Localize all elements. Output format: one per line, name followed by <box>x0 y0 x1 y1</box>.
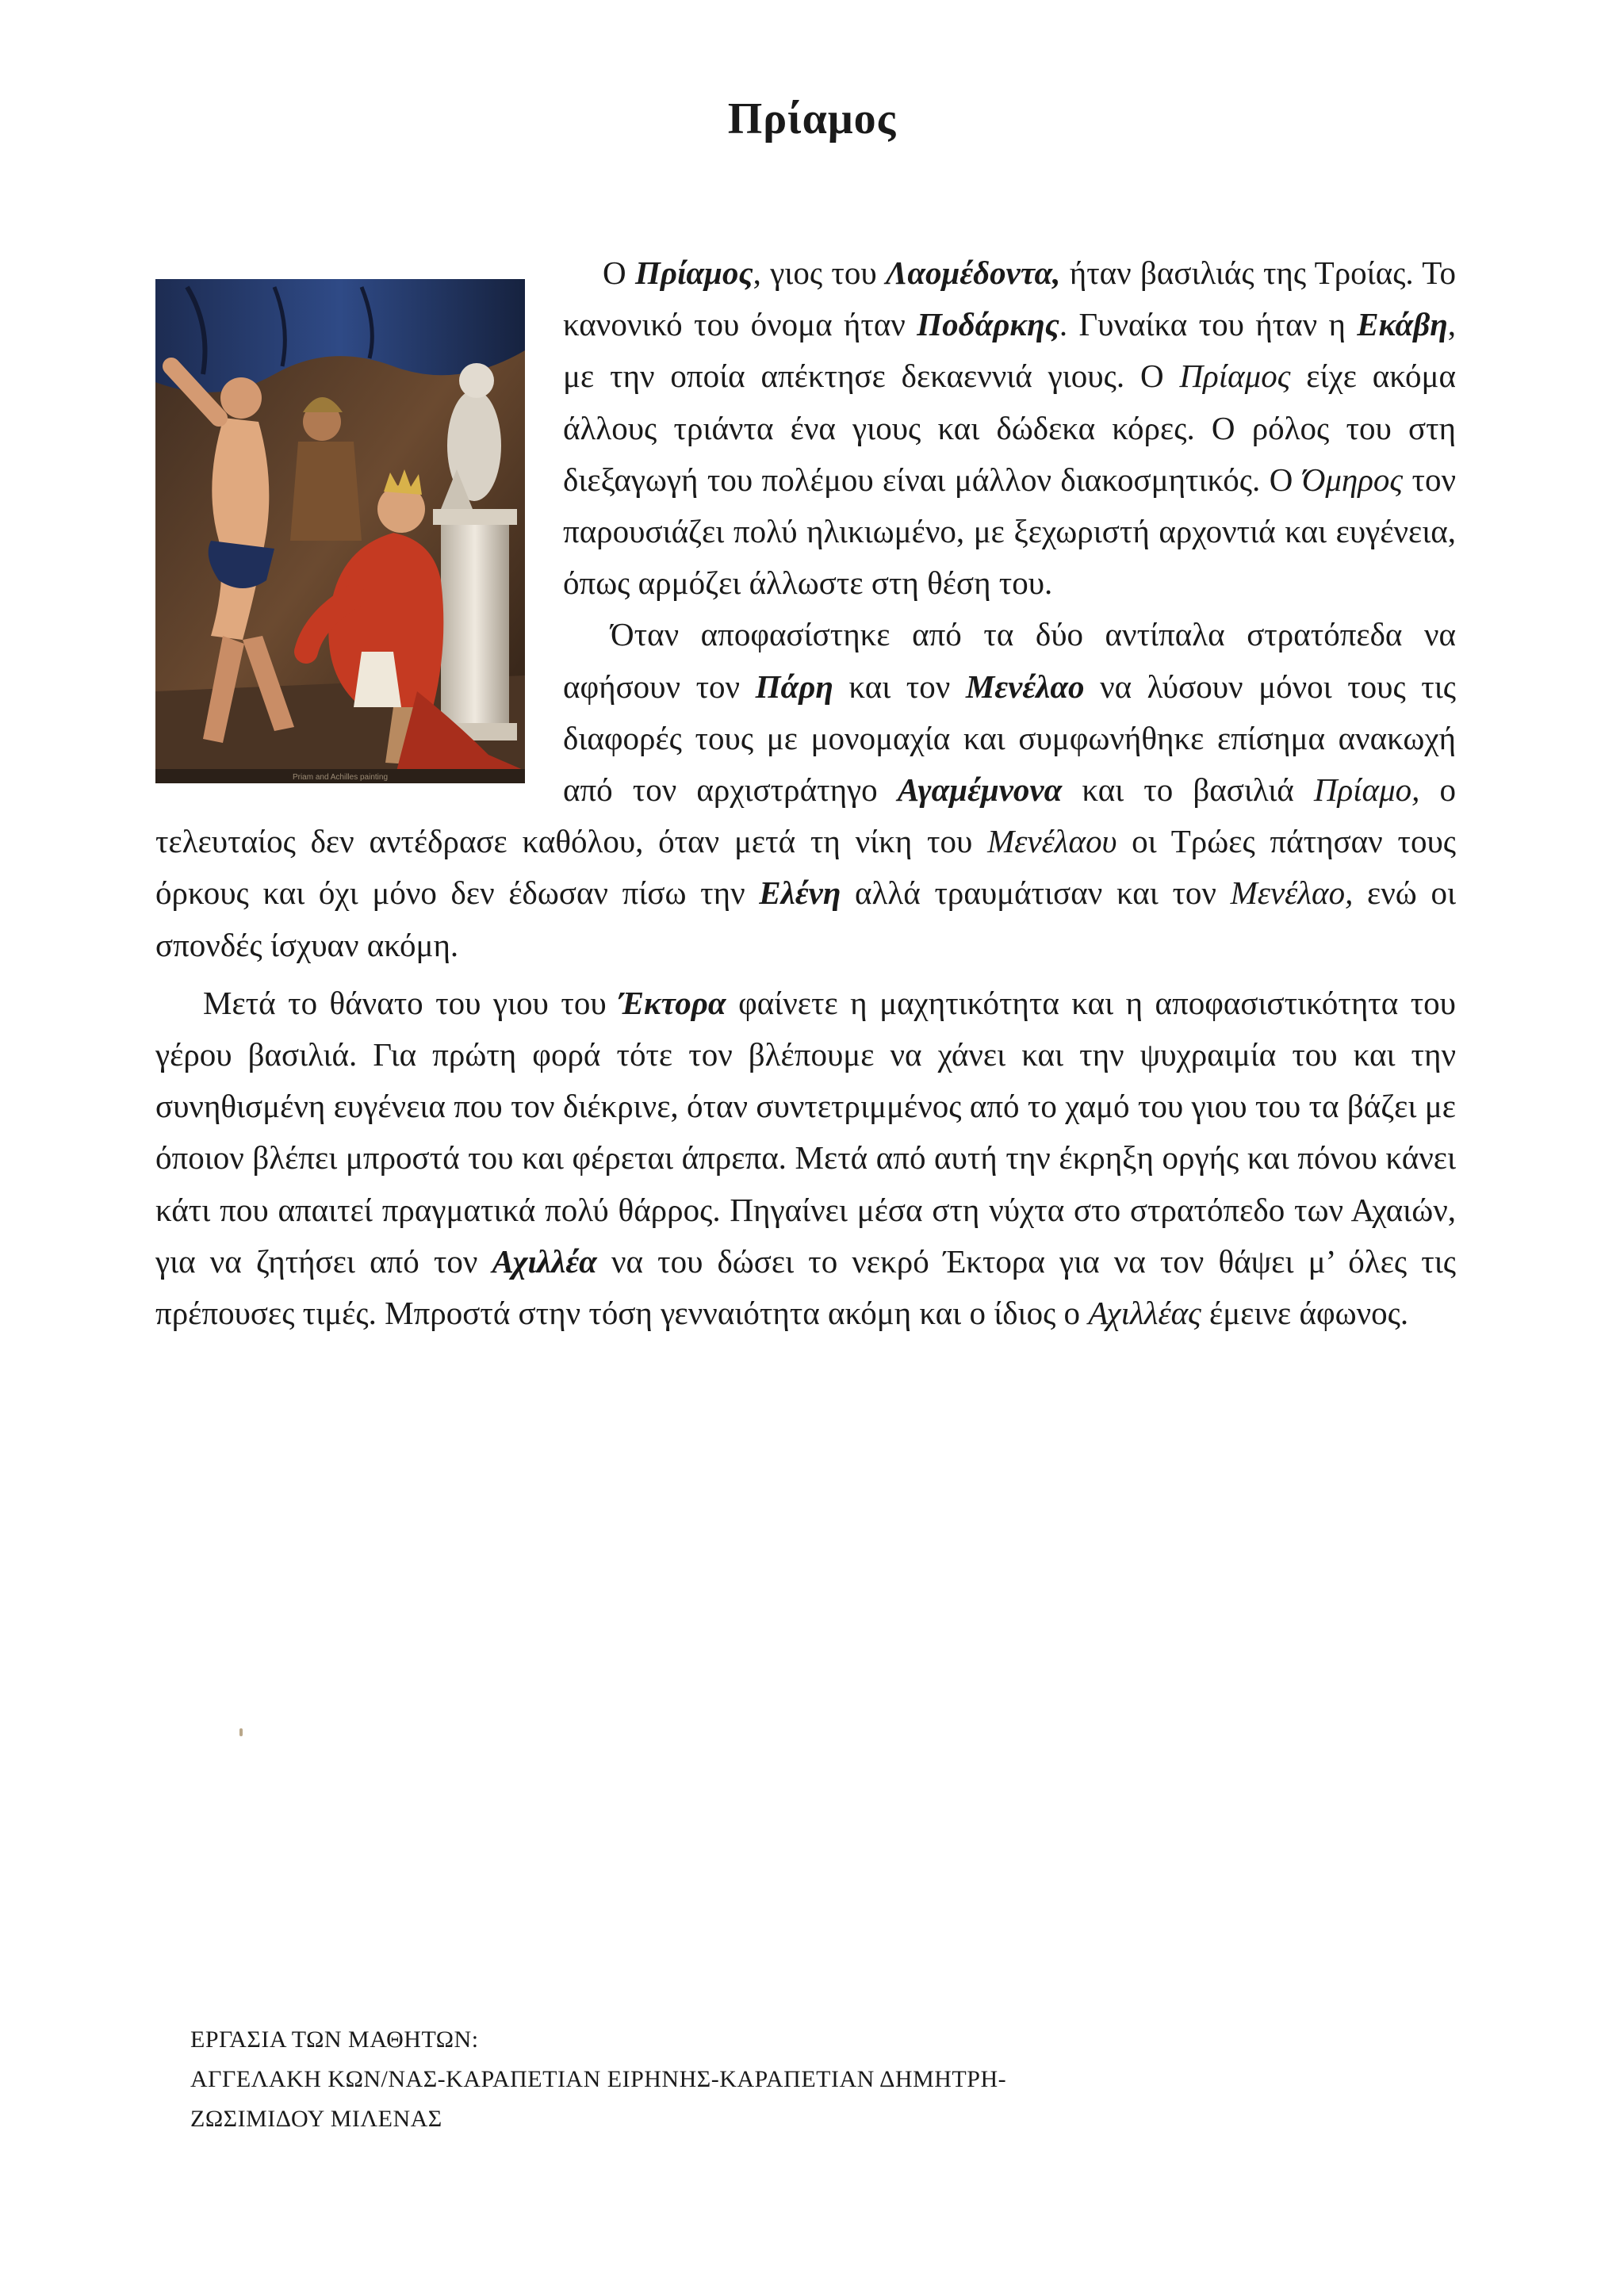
article-body <box>155 247 1456 1339</box>
student-credits <box>190 2020 1006 2139</box>
credits-names-line-2: ΖΩΣΙΜΙΔΟΥ ΜΙΛΕΝΑΣ <box>190 2106 442 2132</box>
credits-names-line-1: ΑΓΓΕΛΑΚΗ ΚΩΝ/ΝΑΣ-ΚΑΡΑΠΕΤΙΑΝ ΕΙΡΗΝΗΣ-ΚΑΡΑΠΕΤΙΑΝ ΔΗΜΗΤΡΗ- <box>190 2066 1007 2092</box>
credits-heading: ΕΡΓΑΣΙΑ ΤΩΝ ΜΑΘΗΤΩΝ: <box>190 2026 479 2053</box>
painting-caption: Priam and Achilles painting <box>292 773 389 782</box>
paragraph-3: Μετά το θάνατο του γιου του Έκτορα φαίνετε η μαχητικότητα και η αποφασιστικότητα του γέρου βασιλιά. Για πρώτη φορά τότε τον βλέπουμε να χάνει και την ψυχραιμία του και την συνηθισμένη ευγένεια που τον διέκρινε, όταν συντετριμμένος από το χαμό του γιου του τα βάζει με όποιον βλέπει μπροστά του και φέρεται άπρεπα. Μετά από αυτή την έκρηξη οργής και πόνου κάνει κάτι που απαιτεί πραγματικά πολύ θάρρος. Πηγαίνει μέσα στη νύχτα στο στρατόπεδο των Αχαιών, για να ζητήσει από τον Αχιλλέα να του δώσει το νεκρό Έκτορα για να τον θάψει μ’ όλες τις πρέπουσες τιμές. Μπροστά στην τόση γενναιότητα ακόμη και ο ίδιος ο Αχιλλέας έμεινε άφωνος. <box>155 984 1456 1332</box>
paragraph-1: Ο Πρίαμος, γιος του Λαομέδοντα, ήταν βασιλιάς της Τροίας. Το κανονικό του όνομα ήταν Ποδάρκης. Γυναίκα του ήταν η Εκάβη, με την οποία απέκτησε δεκαεννιά γιους. Ο Πρίαμος είχε ακόμα άλλους τριάντα ένα γιους και δώδεκα κόρες. Ο ρόλος του στη διεξαγωγή του πολέμου είναι μάλλον διακοσμητικός. Ο Όμηρος τον παρουσιάζει πολύ ηλικιωμένο, με ξεχωριστή αρχοντιά και ευγένεια, όπως αρμόζει άλλωστε στη θέση του. <box>563 254 1457 602</box>
priam-painting-image <box>155 279 525 783</box>
paper-speck <box>239 1728 243 1736</box>
paragraph-2: Όταν αποφασίστηκε από τα δύο αντίπαλα στρατόπεδα να αφήσουν τον Πάρη και τον Μενέλαο να λύσουν μόνοι τους τις διαφορές τους με μονομαχία και συμφωνήθηκε επίσημα ανακωχή από τον αρχιστράτηγο Αγαμέμνονα και το βασιλιά Πρίαμο, ο τελευταίος δεν αντέδρασε καθόλου, όταν μετά τη νίκη του Μενέλαου οι Τρώες πάτησαν τους όρκους και όχι μόνο δεν έδωσαν πίσω την Ελένη αλλά τραυμάτισαν και τον Μενέλαο, ενώ οι σπονδές ίσχυαν ακόμη. <box>155 616 1457 963</box>
page-title: Πρίαμος <box>727 94 897 144</box>
